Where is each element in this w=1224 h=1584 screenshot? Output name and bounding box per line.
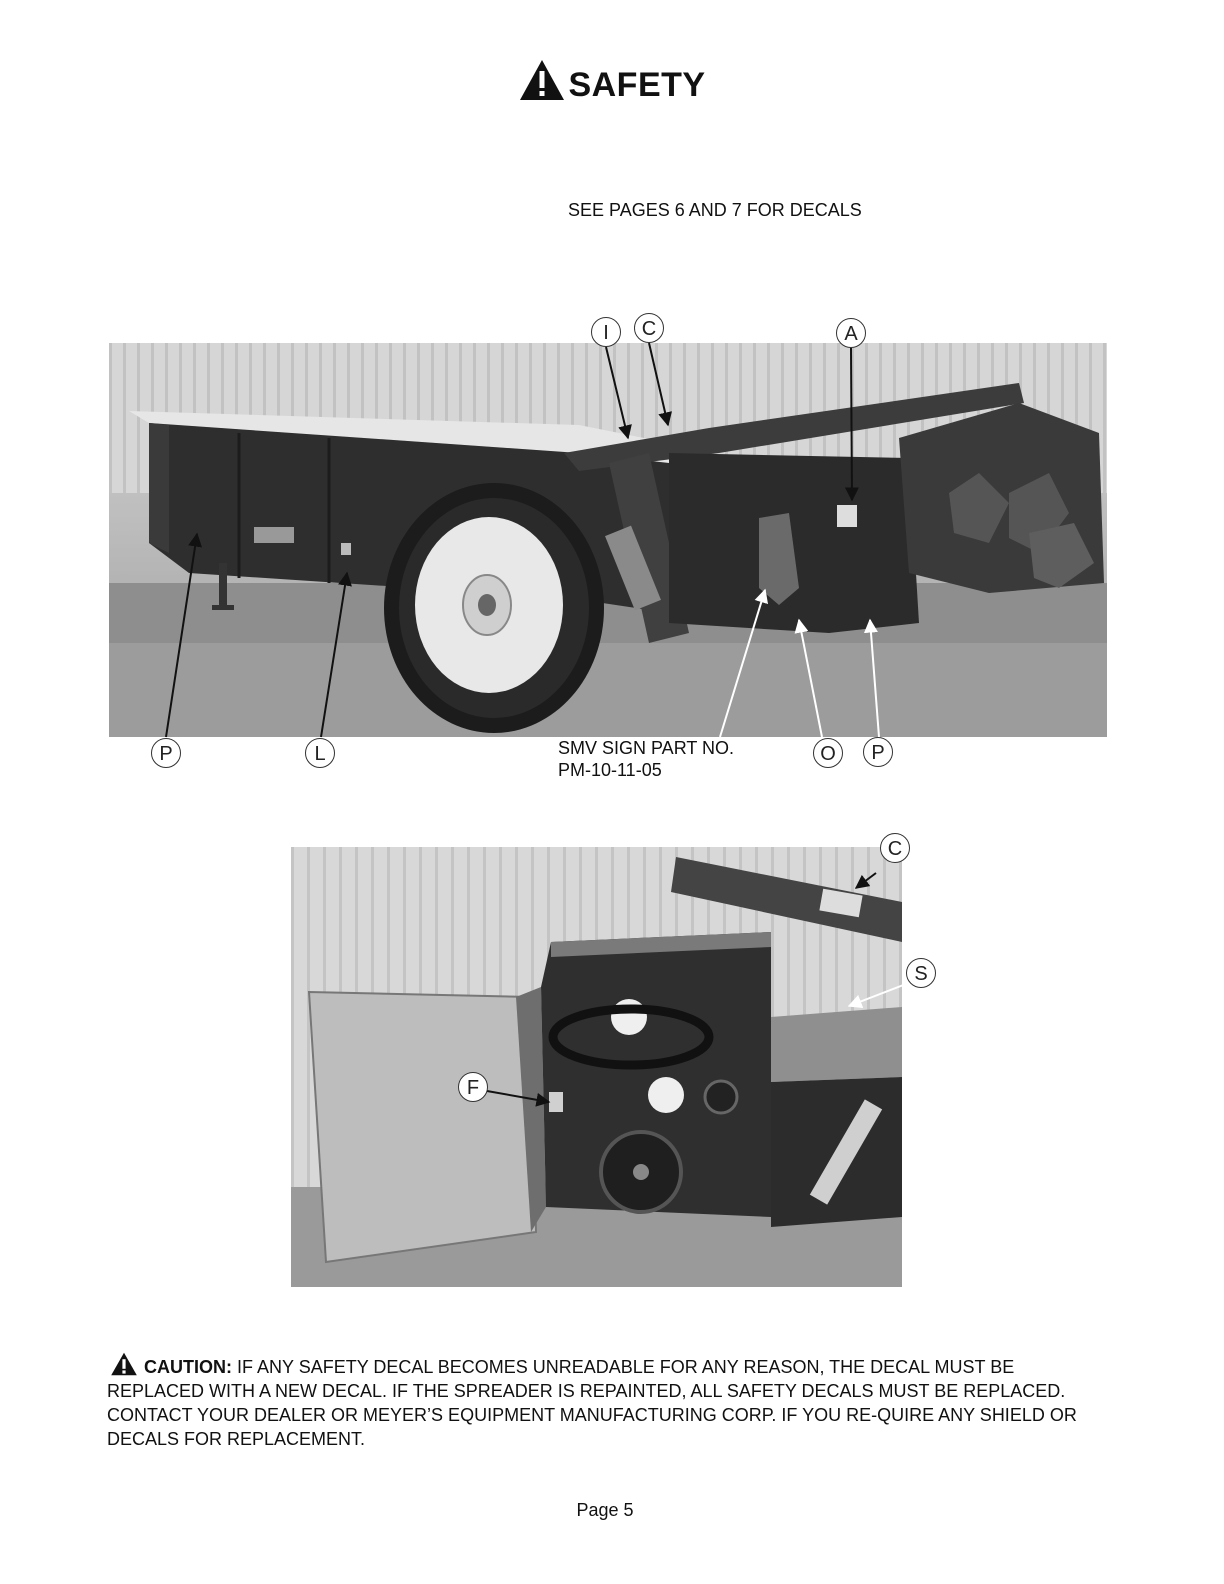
smv-sign-part-number: PM-10-11-05 xyxy=(558,760,662,780)
callout-f: F xyxy=(458,1072,488,1102)
callout-o: O xyxy=(813,738,843,768)
smv-sign-caption xyxy=(558,737,734,781)
spreader-side-photo xyxy=(109,343,1107,737)
callout-s: S xyxy=(906,958,936,988)
page-title xyxy=(0,58,1224,105)
caution-text: IF ANY SAFETY DECAL BECOMES UNREADABLE FOR ANY REASON, THE DECAL MUST BE REPLACED WITH A NEW DECAL. IF THE SPREADER IS REPAINTED, ALL SAFETY DECALS MUST BE REPLACED. CONTACT YOUR DEALER OR MEYER’S EQUIPMENT MANUFACTURING CORP. IF YOU RE-QUIRE ANY SHIELD OR DECALS FOR REPLACEMENT. xyxy=(107,1357,1077,1449)
callout-i: I xyxy=(591,317,621,347)
callout-l: L xyxy=(305,738,335,768)
callout-c-bottom: C xyxy=(880,833,910,863)
callout-p-left: P xyxy=(151,738,181,768)
see-pages-note: SEE PAGES 6 AND 7 FOR DECALS xyxy=(568,200,862,220)
caution-notice xyxy=(107,1352,1097,1451)
callout-p-right: P xyxy=(863,737,893,767)
caution-label: CAUTION: xyxy=(144,1357,232,1377)
page-number: Page 5 xyxy=(576,1500,634,1520)
warning-triangle-icon xyxy=(518,58,566,102)
warning-triangle-icon xyxy=(107,1352,141,1376)
smv-sign-line1: SMV SIGN PART NO. xyxy=(558,738,735,758)
title-text: SAFETY xyxy=(568,66,706,104)
callout-c-top: C xyxy=(634,313,664,343)
drive-shield-photo xyxy=(291,847,902,1287)
callout-a: A xyxy=(836,318,866,348)
